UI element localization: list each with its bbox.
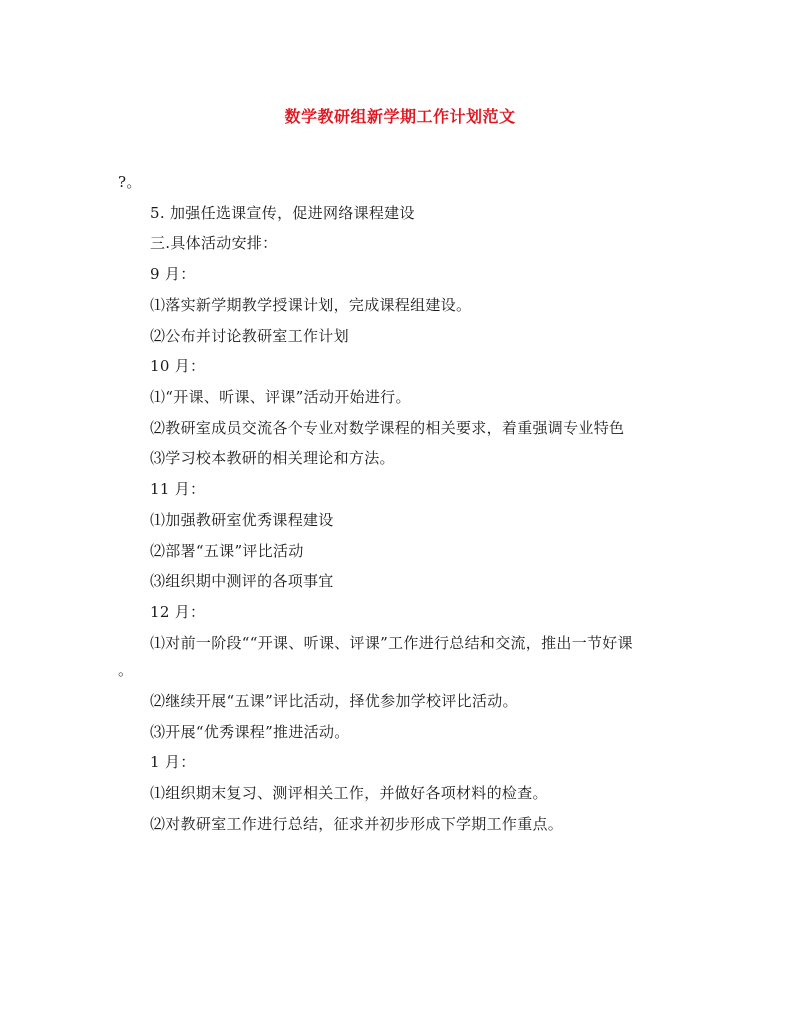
body-line: 1 月：	[150, 753, 196, 771]
body-line: 10 月：	[150, 357, 206, 375]
body-line: ⑵对教研室工作进行总结，征求并初步形成下学期工作重点。	[150, 815, 564, 833]
body-line: 12 月：	[150, 603, 206, 621]
body-line: ⑴落实新学期教学授课计划，完成课程组建设。	[150, 296, 472, 314]
body-line: ⑶学习校本教研的相关理论和方法。	[150, 449, 395, 467]
body-line: ⑴对前一阶段““开课、听课、评课”工作进行总结和交流，推出一节好课	[150, 634, 633, 652]
body-line: 5. 加强任选课宣传，促进网络课程建设	[150, 204, 415, 222]
body-line: ⑵公布并讨论教研室工作计划	[150, 327, 349, 345]
document-title: 数学教研组新学期工作计划范文	[284, 107, 516, 126]
body-line: ⑶组织期中测评的各项事宜	[150, 572, 334, 590]
body-line: 三.具体活动安排：	[150, 234, 278, 252]
body-line: 9 月：	[150, 265, 196, 283]
body-line: ⑵部署“五课”评比活动	[150, 542, 304, 560]
body-line: 。	[118, 661, 134, 679]
body-line: ⑴加强教研室优秀课程建设	[150, 511, 334, 529]
body-line: 11 月：	[150, 480, 206, 498]
body-line: ?。	[118, 173, 142, 191]
body-line: ⑵教研室成员交流各个专业对数学课程的相关要求，着重强调专业特色	[150, 419, 625, 437]
body-line: ⑴“开课、听课、评课”活动开始进行。	[150, 388, 411, 406]
body-line: ⑵继续开展“五课”评比活动，择优参加学校评比活动。	[150, 692, 518, 710]
body-line: ⑴组织期末复习、测评相关工作，并做好各项材料的检查。	[150, 784, 548, 802]
body-line: ⑶开展“优秀课程”推进活动。	[150, 723, 350, 741]
